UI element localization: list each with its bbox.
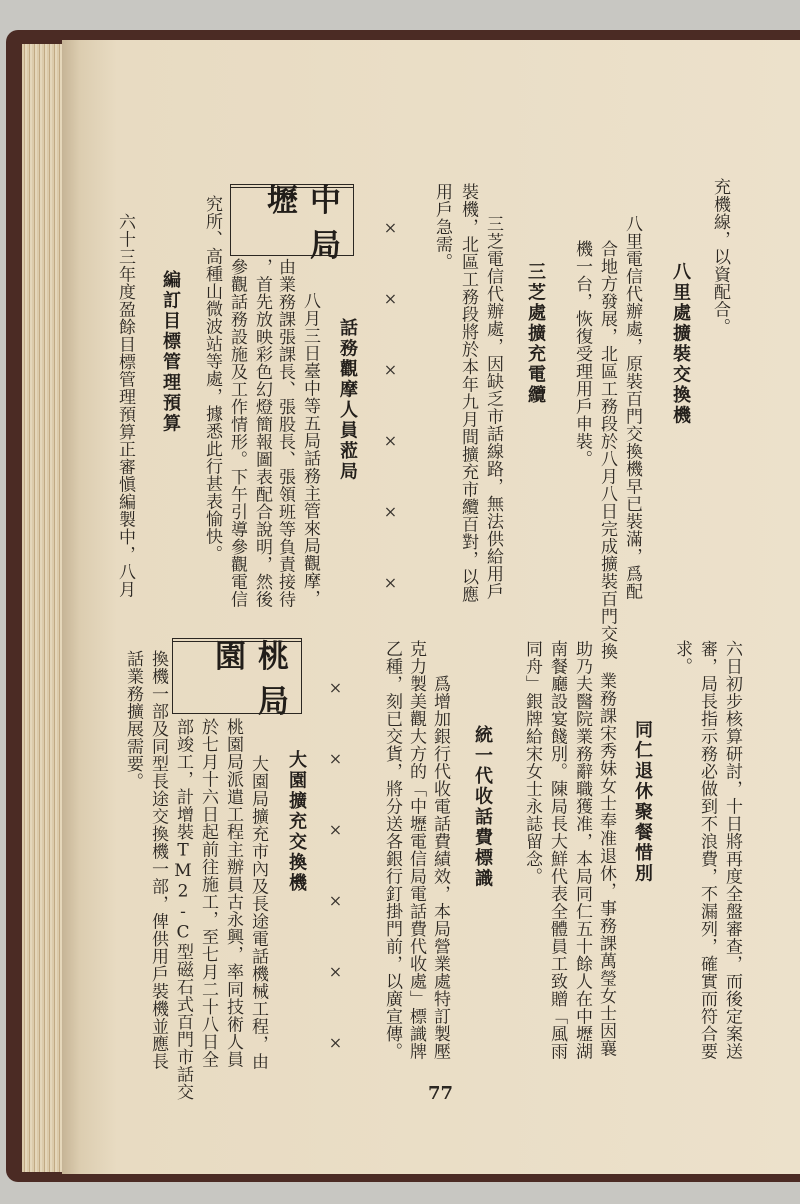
- article-heading-retirement: 同仁退休聚餐惜別: [632, 720, 653, 884]
- section-separator: ××××××: [381, 218, 400, 644]
- article-line: 裝機，北區工務段將於本年九月間擴充市纜百對，以應: [458, 183, 478, 603]
- article-line: 業務課宋秀妹女士奉准退休，事務課萬瑩女士因襄: [596, 672, 616, 1057]
- article-line: 六日初步核算研討，十日將再度全盤審查，而後定案送: [722, 640, 742, 1060]
- article-line: 助乃夫醫院業務辭職獲准，本局同仁五十餘人在中壢湖: [572, 640, 592, 1060]
- article-line: 八里電信代辦處，原裝百門交換機早已裝滿，爲配: [622, 215, 642, 600]
- article-line: 三芝電信代辦處，因缺乏市話線路，無法供給用戶: [483, 215, 503, 600]
- bureau-title: 中壢局: [267, 183, 353, 264]
- article-line: 乙種，刻已交貨，將分送各銀行釘掛門前，以廣宣傳。: [382, 640, 402, 1060]
- article-line: 六十三年度盈餘目標管理預算正審愼編製中，八月: [115, 213, 135, 598]
- article-line: 桃園局派遣工程主辦員古永興，率同技術人員: [223, 718, 243, 1068]
- article-line: 話業務擴展需要。: [123, 650, 143, 790]
- article-line: 究所、高種山微波站等處，據悉此行甚表愉快。: [202, 195, 222, 563]
- article-heading-sanzhi: 三芝處擴充電纜: [525, 262, 546, 406]
- article-line: 用戶急需。: [432, 183, 452, 271]
- article-line: 換機一部及同型長途交換機一部，俾供用戶裝機並應長: [148, 650, 168, 1070]
- continuation-line: 充機線，以資配合。: [710, 178, 730, 336]
- article-line: 南餐廳設宴餞別。陳局長大鮮代表全體員工致贈「風雨: [547, 640, 567, 1060]
- article-line: 爲增加銀行代收電話費績效，本局營業處特訂製壓: [430, 675, 450, 1060]
- article-line: 求。: [672, 640, 692, 675]
- article-heading-bali: 八里處擴裝交換機: [670, 262, 691, 426]
- article-line: ，首先放映彩色幻燈簡報圖表配合說明，然後: [252, 258, 272, 608]
- page-number: 77: [428, 1083, 454, 1104]
- section-separator: ××××××: [326, 678, 345, 1104]
- article-line: 合地方發展，北區工務段於八月八日完成擴裝百門交換: [597, 240, 617, 660]
- article-line: 由業務課張課長、張股長、張領班等負責接待: [275, 258, 295, 608]
- article-line: 審，局長指示務必做到不浪費，不漏列，確實而符合要: [697, 640, 717, 1060]
- article-heading-dayuan: 大園擴充交換機: [286, 750, 307, 894]
- article-line: 八月三日臺中等五局話務主管來局觀摩，: [300, 292, 320, 607]
- article-line: 克力製美觀大方的「中壢電信局電話費代收處」標識牌: [406, 640, 426, 1060]
- bureau-title: 桃園局: [215, 639, 301, 720]
- article-line: 於七月十六日起前往施工，至七月二十八日全: [198, 718, 218, 1068]
- article-line: 部竣工，計增裝TM2-C型磁石式百門市話交: [173, 718, 193, 1101]
- article-line: 大園局擴充市內及長途電話機械工程，由: [248, 755, 268, 1070]
- bureau-title-box-taoyuan: [172, 638, 302, 720]
- article-heading-budget: 編訂目標管理預算: [160, 270, 181, 434]
- bureau-title-box-zhongli: [230, 183, 354, 264]
- article-heading-collection-sign: 統一代收話費標識: [472, 725, 493, 889]
- article-line: 參觀話務設施及工作情形。下午引導參觀電信: [227, 258, 247, 608]
- article-line: 機一台，恢復受理用戶申裝。: [572, 240, 592, 468]
- article-heading-observation: 話務觀摩人員蒞局: [337, 318, 358, 482]
- article-line: 同舟」銀牌給宋女士永誌留念。: [522, 640, 542, 885]
